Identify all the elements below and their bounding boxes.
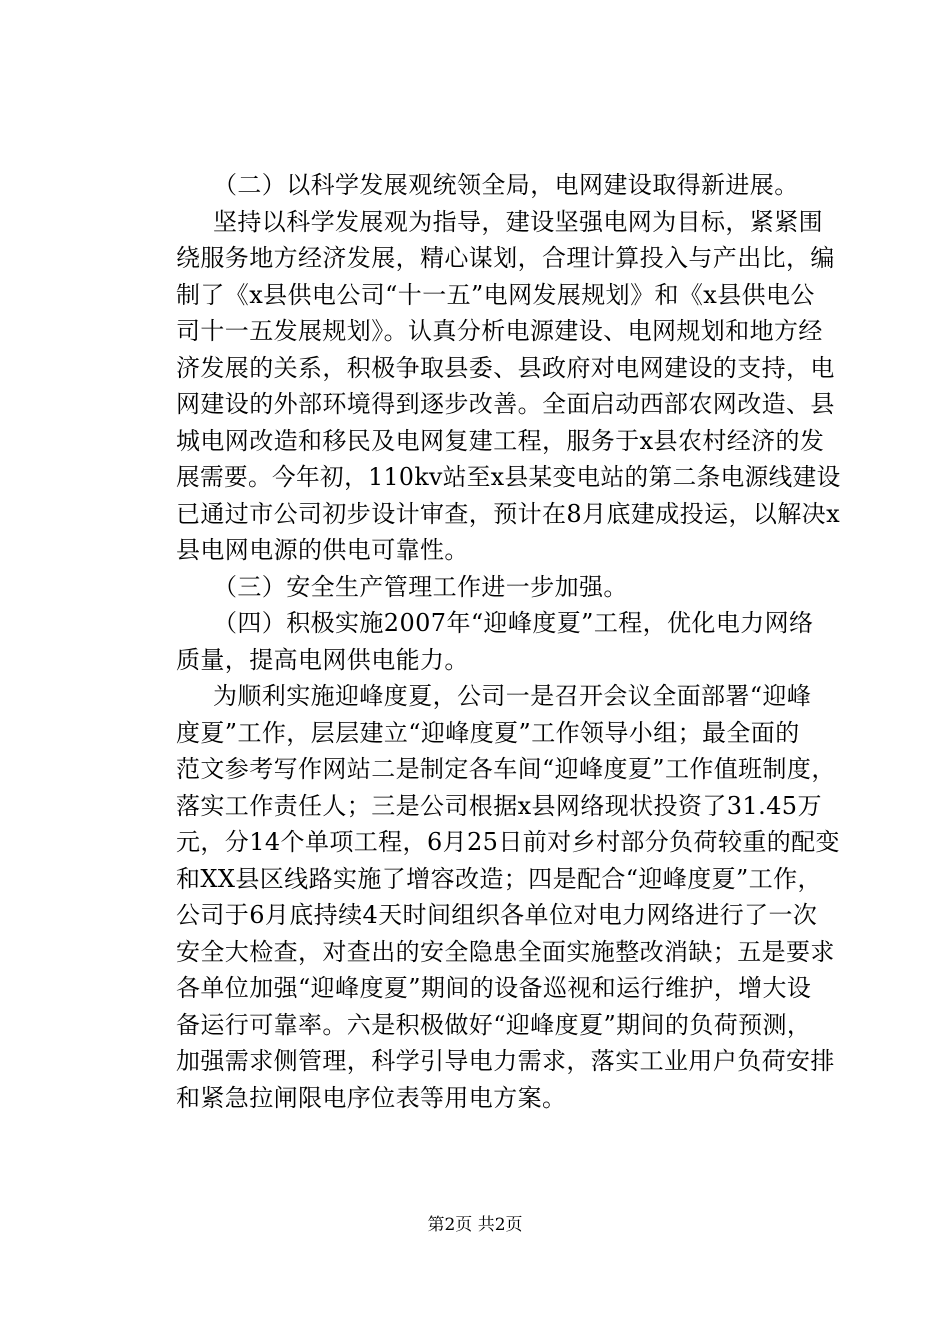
paragraph-line: 已通过市公司初步设计审查，预计在8月底建成投运，以解决x bbox=[176, 500, 841, 528]
paragraph-line: 各单位加强“迎峰度夏”期间的设备巡视和运行维护，增大设 bbox=[176, 974, 812, 1002]
section-heading-3: （三）安全生产管理工作进一步加强。 bbox=[213, 573, 628, 601]
paragraph-line: 县电网电源的供电可靠性。 bbox=[176, 536, 469, 564]
paragraph-line: 网建设的外部环境得到逐步改善。全面启动西部农网改造、县 bbox=[176, 390, 835, 418]
section-heading-4: （四）积极实施2007年“迎峰度夏”工程，优化电力网络 bbox=[213, 609, 814, 637]
paragraph-line: 济发展的关系，积极争取县委、县政府对电网建设的支持，电 bbox=[176, 354, 835, 382]
paragraph-line: 加强需求侧管理，科学引导电力需求，落实工业用户负荷安排 bbox=[176, 1047, 835, 1075]
paragraph-line: 展需要。今年初，110kv站至x县某变电站的第二条电源线建设 bbox=[176, 463, 841, 491]
paragraph-line: 和紧急拉闸限电序位表等用电方案。 bbox=[176, 1084, 567, 1112]
page-number-footer: 第2页 共2页 bbox=[427, 1215, 523, 1235]
paragraph-line: 落实工作责任人；三是公司根据x县网络现状投资了31.45万 bbox=[176, 792, 822, 820]
paragraph-line: 度夏”工作，层层建立“迎峰度夏”工作领导小组；最全面的 bbox=[176, 719, 800, 747]
paragraph-line: 制了《x县供电公司“十一五”电网发展规划》和《x县供电公 bbox=[176, 281, 815, 309]
paragraph-line: 元，分14个单项工程，6月25日前对乡村部分负荷较重的配变 bbox=[176, 828, 840, 856]
paragraph-line: 公司于6月底持续4天时间组织各单位对电力网络进行了一次 bbox=[176, 901, 818, 929]
paragraph-line: 和XX县区线路实施了增容改造；四是配合“迎峰度夏”工作， bbox=[176, 865, 822, 893]
paragraph-line: 安全大检查，对查出的安全隐患全面实施整改消缺；五是要求 bbox=[176, 938, 835, 966]
section-heading-2: （二）以科学发展观统领全局，电网建设取得新进展。 bbox=[213, 171, 799, 199]
paragraph-line: 备运行可靠率。六是积极做好“迎峰度夏”期间的负荷预测， bbox=[176, 1011, 812, 1039]
section-heading-4-cont: 质量，提高电网供电能力。 bbox=[176, 646, 469, 674]
paragraph-line: 坚持以科学发展观为指导，建设坚强电网为目标，紧紧围 bbox=[213, 208, 823, 236]
paragraph-line: 为顺利实施迎峰度夏，公司一是召开会议全面部署“迎峰 bbox=[213, 682, 812, 710]
paragraph-line: 司十一五发展规划》。认真分析电源建设、电网规划和地方经 bbox=[176, 317, 823, 345]
paragraph-line: 范文参考写作网站二是制定各车间“迎峰度夏”工作值班制度， bbox=[176, 755, 836, 783]
paragraph-line: 城电网改造和移民及电网复建工程，服务于x县农村经济的发 bbox=[176, 427, 825, 455]
paragraph-line: 绕服务地方经济发展，精心谋划，合理计算投入与产出比，编 bbox=[176, 244, 835, 272]
